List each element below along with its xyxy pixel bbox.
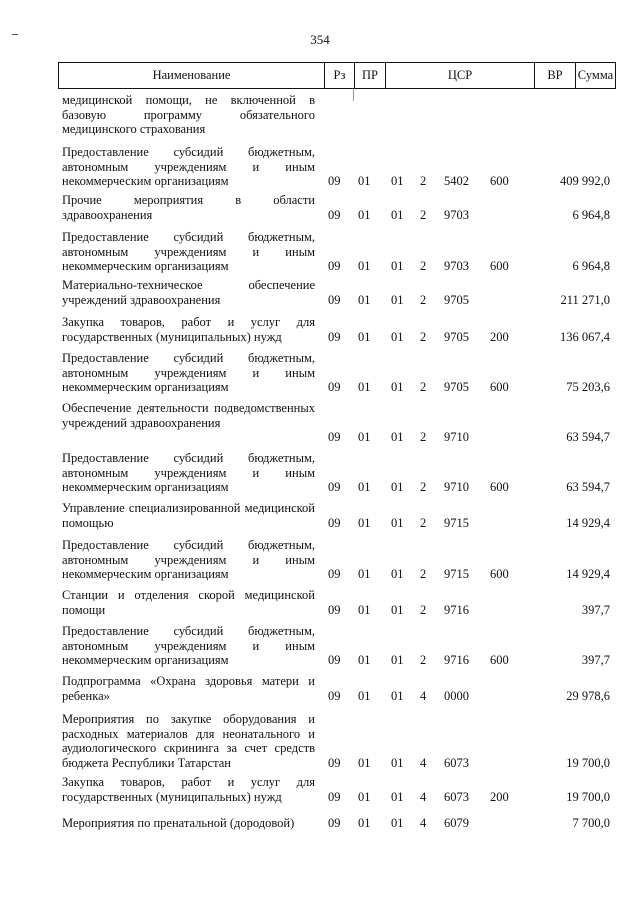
row-c2: 2 xyxy=(420,430,427,444)
row-c3: 9705 xyxy=(444,380,469,394)
row-sum: 397,7 xyxy=(581,602,610,617)
row-c3: 9716 xyxy=(444,602,469,617)
row-c3: 9703 xyxy=(444,207,469,222)
row-name: Предоставление субсидий бюджетным, автономным учреждениям и иным некоммерческим организациям xyxy=(62,351,315,394)
row-c2: 4 xyxy=(420,688,427,703)
row-c3: 9710 xyxy=(444,480,469,494)
row-pr: 01 xyxy=(358,329,371,344)
row-rz: 09 xyxy=(328,207,341,222)
row-pr: 01 xyxy=(358,816,371,830)
row-rz: 09 xyxy=(328,653,341,667)
row-rz: 09 xyxy=(328,259,341,273)
row-sum: 409 992,0 xyxy=(560,174,610,188)
row-rz: 09 xyxy=(328,430,341,444)
row-vr: 600 xyxy=(490,567,509,581)
row-pr: 01 xyxy=(358,292,371,307)
page-number: 354 xyxy=(310,32,330,47)
row-vr: 600 xyxy=(490,259,509,273)
row-c2: 2 xyxy=(420,292,427,307)
column-header-name: Наименование xyxy=(152,68,231,82)
row-pr: 01 xyxy=(358,480,371,494)
row-pr: 01 xyxy=(358,380,371,394)
row-sum: 7 700,0 xyxy=(572,816,610,830)
row-name: Мероприятия по закупке оборудования и расходных материалов для неонатального и аудиологического скрининга за счет средств бюджета Республики Татарстан xyxy=(62,712,315,770)
row-sum: 14 929,4 xyxy=(566,567,610,581)
row-name: Закупка товаров, работ и услуг для государственных (муниципальных) нужд xyxy=(62,315,315,344)
row-name: Предоставление субсидий бюджетным, автономным учреждениям и иным некоммерческим организациям xyxy=(62,538,315,581)
column-header-csr: ЦСР xyxy=(447,68,473,82)
row-c2: 2 xyxy=(420,207,427,222)
row-sum: 19 700,0 xyxy=(566,789,610,804)
row-sum: 397,7 xyxy=(581,653,610,667)
row-name: Прочие мероприятия в области здравоохранения xyxy=(62,193,315,222)
table-header xyxy=(58,62,616,89)
row-c1: 01 xyxy=(391,174,404,188)
row-c1: 01 xyxy=(391,816,404,830)
row-vr: 200 xyxy=(490,329,509,344)
row-pr: 01 xyxy=(358,430,371,444)
row-c1: 01 xyxy=(391,430,404,444)
row-c1: 01 xyxy=(391,515,404,530)
row-name: Закупка товаров, работ и услуг для государственных (муниципальных) нужд xyxy=(62,775,315,804)
row-rz: 09 xyxy=(328,292,341,307)
row-c2: 2 xyxy=(420,329,427,344)
row-name: Подпрограмма «Охрана здоровья матери и ребенка» xyxy=(62,674,315,703)
row-pr: 01 xyxy=(358,688,371,703)
row-c3: 9715 xyxy=(444,515,469,530)
row-c3: 9703 xyxy=(444,259,469,273)
row-c2: 2 xyxy=(420,480,427,494)
row-c2: 2 xyxy=(420,259,427,273)
row-c1: 01 xyxy=(391,688,404,703)
row-c3: 5402 xyxy=(444,174,469,188)
row-c1: 01 xyxy=(391,329,404,344)
row-c2: 4 xyxy=(420,816,427,830)
row-vr: 200 xyxy=(490,789,509,804)
row-name: Предоставление субсидий бюджетным, автономным учреждениям и иным некоммерческим организациям xyxy=(62,230,315,273)
row-c1: 01 xyxy=(391,480,404,494)
row-c1: 01 xyxy=(391,567,404,581)
row-c3: 9710 xyxy=(444,430,469,444)
row-c3: 6079 xyxy=(444,816,469,830)
row-rz: 09 xyxy=(328,789,341,804)
row-c2: 4 xyxy=(420,755,427,770)
row-name: Управление специализированной медицинской помощью xyxy=(62,501,315,530)
row-c1: 01 xyxy=(391,259,404,273)
row-c2: 2 xyxy=(420,653,427,667)
row-sum: 75 203,6 xyxy=(566,380,610,394)
row-sum: 6 964,8 xyxy=(572,259,610,273)
row-rz: 09 xyxy=(328,816,341,830)
row-c1: 01 xyxy=(391,602,404,617)
row-c1: 01 xyxy=(391,755,404,770)
row-rz: 09 xyxy=(328,515,341,530)
row-pr: 01 xyxy=(358,789,371,804)
row-rz: 09 xyxy=(328,380,341,394)
row-c3: 0000 xyxy=(444,688,469,703)
row-name: Предоставление субсидий бюджетным, автономным учреждениям и иным некоммерческим организациям xyxy=(62,145,315,188)
row-rz: 09 xyxy=(328,174,341,188)
row-vr: 600 xyxy=(490,380,509,394)
row-name: медицинской помощи, не включенной в базовую программу обязательного медицинского страхования xyxy=(62,93,315,136)
row-pr: 01 xyxy=(358,207,371,222)
row-c1: 01 xyxy=(391,380,404,394)
row-pr: 01 xyxy=(358,567,371,581)
row-pr: 01 xyxy=(358,755,371,770)
row-rz: 09 xyxy=(328,755,341,770)
row-pr: 01 xyxy=(358,174,371,188)
row-c2: 2 xyxy=(420,380,427,394)
row-rz: 09 xyxy=(328,688,341,703)
row-c3: 6073 xyxy=(444,755,469,770)
row-vr: 600 xyxy=(490,174,509,188)
row-pr: 01 xyxy=(358,515,371,530)
row-c3: 9715 xyxy=(444,567,469,581)
row-name: Станции и отделения скорой медицинской помощи xyxy=(62,588,315,617)
row-name: Предоставление субсидий бюджетным, автономным учреждениям и иным некоммерческим организациям xyxy=(62,624,315,667)
row-rz: 09 xyxy=(328,480,341,494)
row-sum: 14 929,4 xyxy=(566,515,610,530)
column-header-rz: Рз xyxy=(333,68,346,82)
row-sum: 6 964,8 xyxy=(572,207,610,222)
row-sum: 19 700,0 xyxy=(566,755,610,770)
row-c2: 2 xyxy=(420,602,427,617)
row-pr: 01 xyxy=(358,259,371,273)
row-vr: 600 xyxy=(490,480,509,494)
row-name: Мероприятия по пренатальной (дородовой) xyxy=(62,816,295,830)
column-header-pr: ПР xyxy=(362,68,378,82)
row-c3: 9705 xyxy=(444,329,469,344)
row-rz: 09 xyxy=(328,329,341,344)
row-rz: 09 xyxy=(328,567,341,581)
column-header-sum: Сумма xyxy=(577,68,614,82)
row-rz: 09 xyxy=(328,602,341,617)
row-pr: 01 xyxy=(358,653,371,667)
row-c1: 01 xyxy=(391,789,404,804)
column-header-vr: ВР xyxy=(547,68,563,82)
row-sum: 211 271,0 xyxy=(560,292,610,307)
row-sum: 29 978,6 xyxy=(566,688,610,703)
row-c1: 01 xyxy=(391,653,404,667)
row-name: Предоставление субсидий бюджетным, автономным учреждениям и иным некоммерческим организациям xyxy=(62,451,315,494)
row-sum: 136 067,4 xyxy=(560,329,610,344)
row-c2: 4 xyxy=(420,789,427,804)
row-c1: 01 xyxy=(391,292,404,307)
row-c2: 2 xyxy=(420,567,427,581)
row-c3: 9716 xyxy=(444,653,469,667)
row-c1: 01 xyxy=(391,207,404,222)
row-pr: 01 xyxy=(358,602,371,617)
row-c3: 9705 xyxy=(444,292,469,307)
row-c3: 6073 xyxy=(444,789,469,804)
row-name: Материально-техническое обеспечение учреждений здравоохранения xyxy=(62,278,315,307)
column-divider xyxy=(353,89,354,101)
row-vr: 600 xyxy=(490,653,509,667)
row-c2: 2 xyxy=(420,515,427,530)
row-c2: 2 xyxy=(420,174,427,188)
row-name: Обеспечение деятельности подведомственных учреждений здравоохранения xyxy=(62,401,315,430)
row-sum: 63 594,7 xyxy=(566,430,610,444)
row-sum: 63 594,7 xyxy=(566,480,610,494)
